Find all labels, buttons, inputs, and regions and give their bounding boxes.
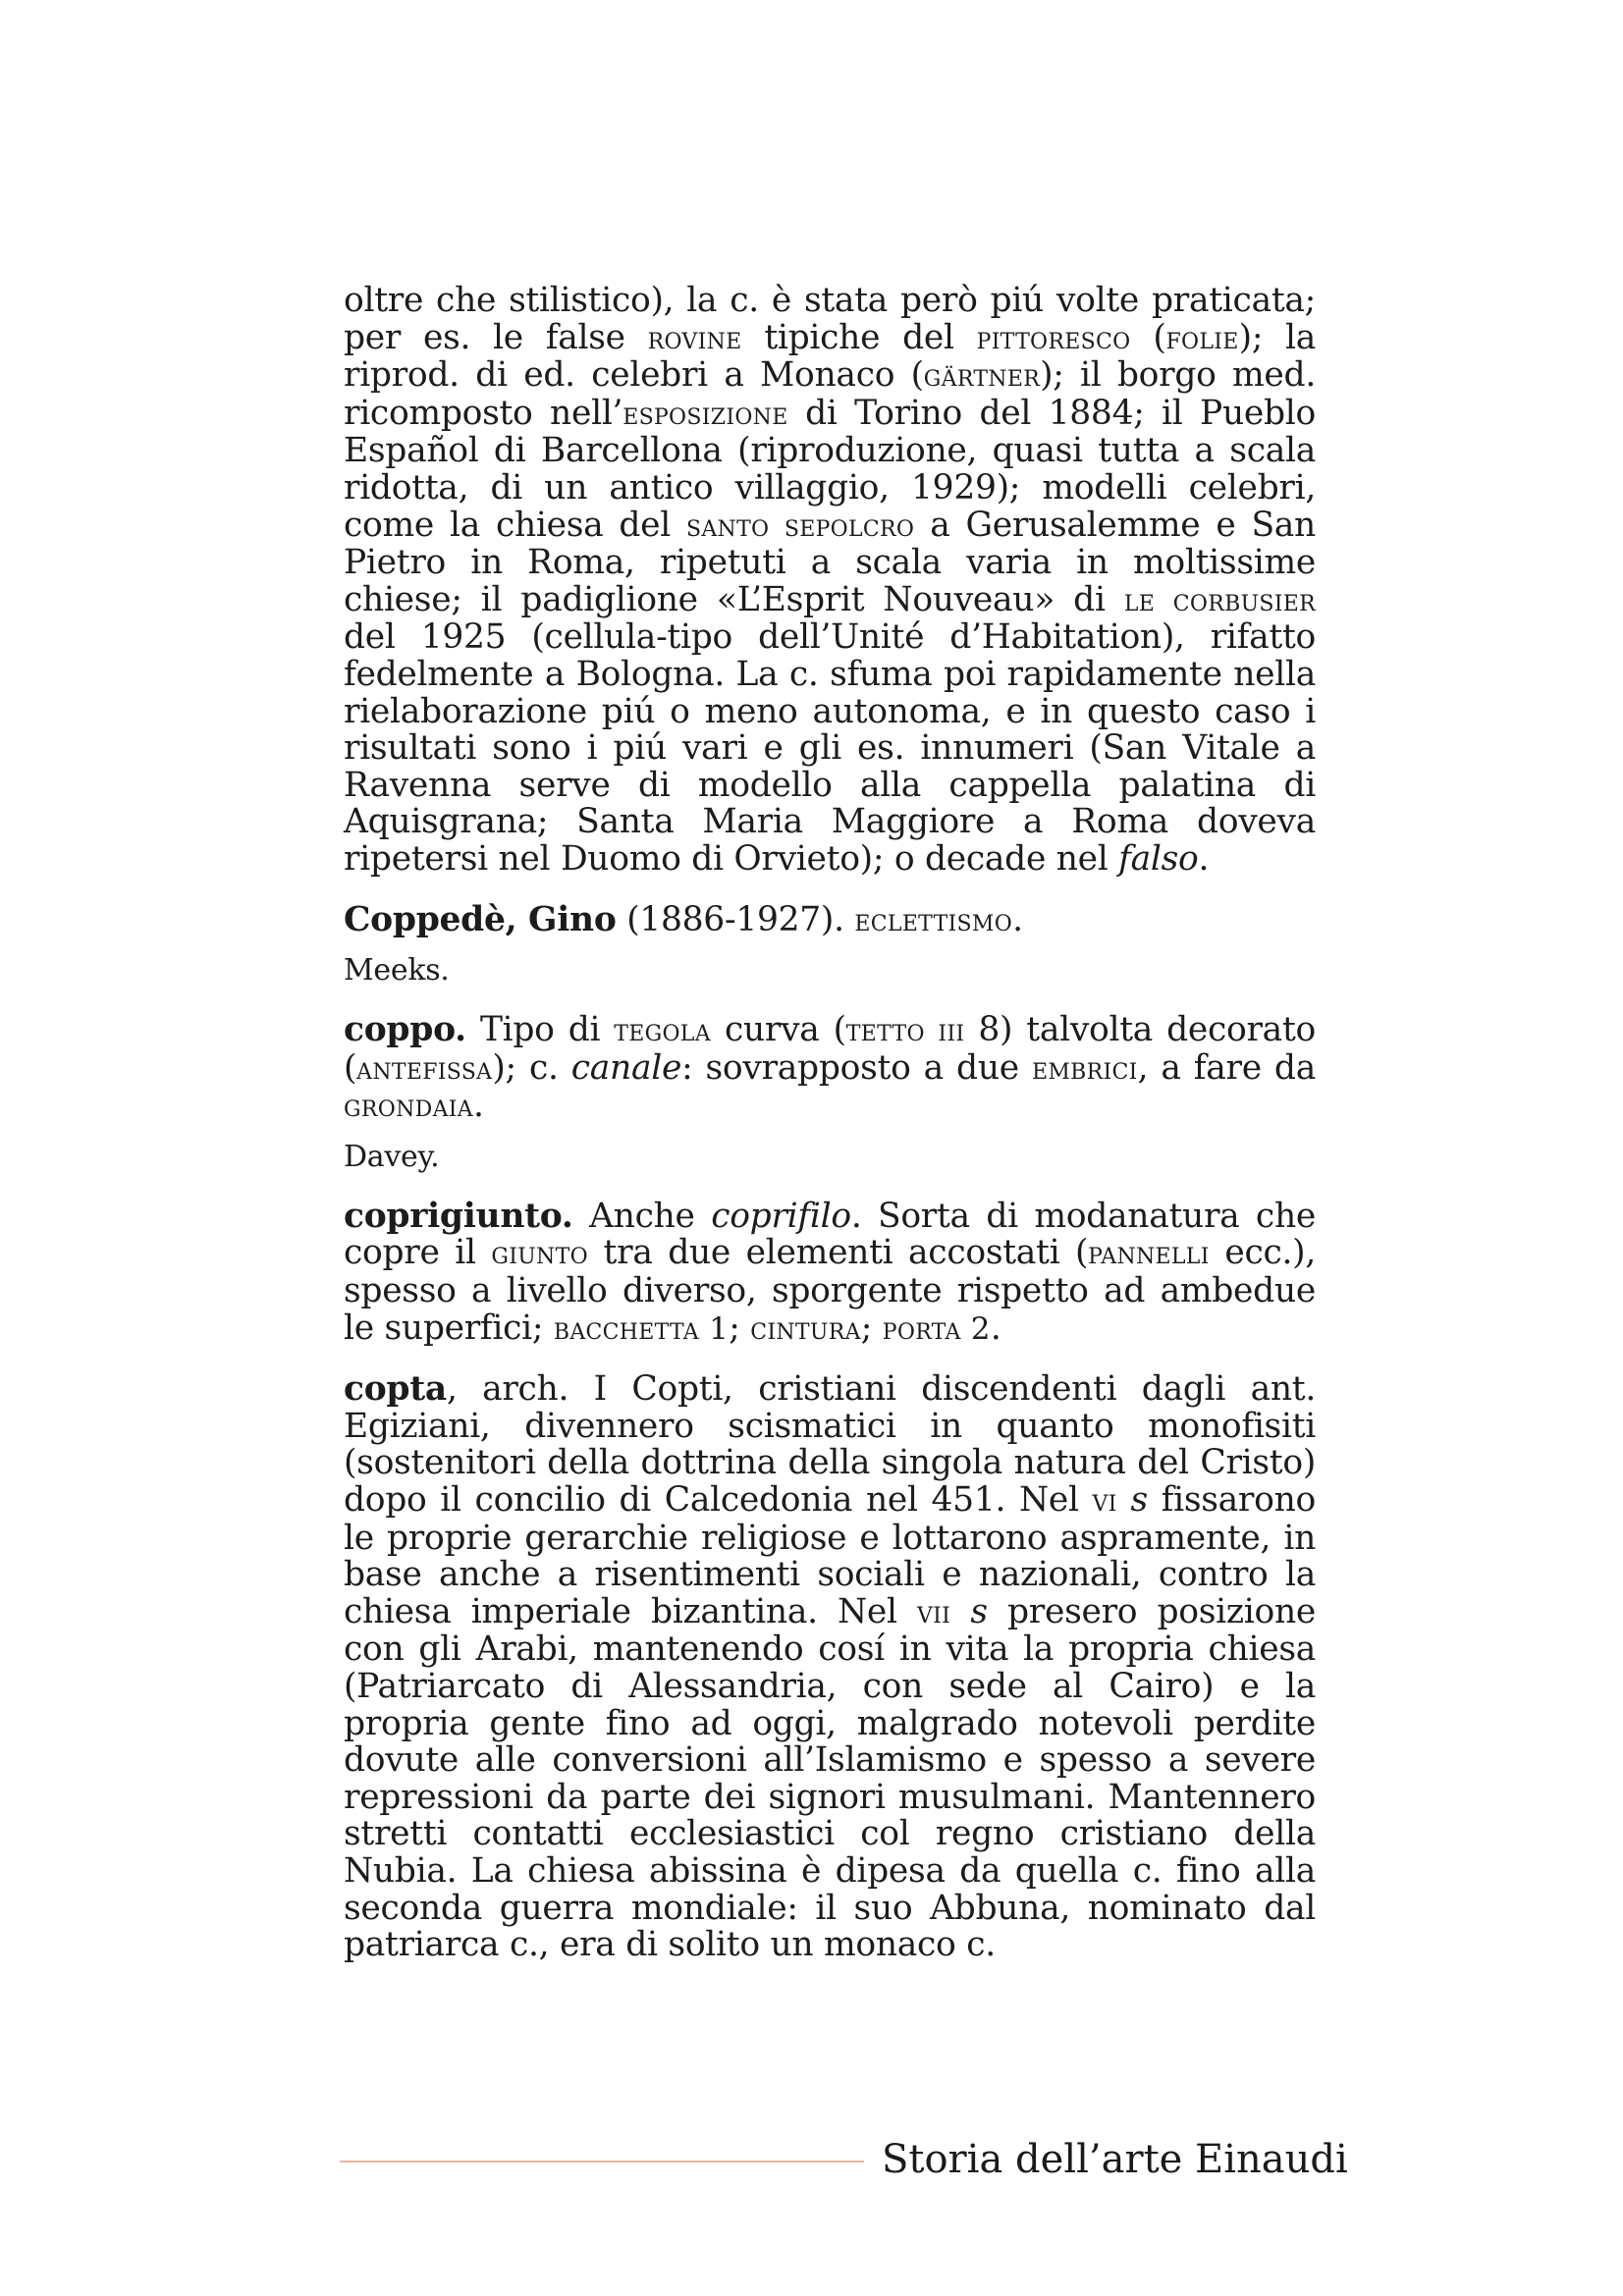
entry-text: ); c. [492, 1047, 571, 1088]
cross-reference-eclettismo[interactable]: eclettismo [854, 902, 1013, 938]
cross-reference-le-corbusier[interactable]: le corbusier [1123, 582, 1316, 618]
entry-text: , arch. I Copti, cristiani discendenti dagli ant. Egiziani, divennero scismatici in quanto monofisiti (sostenitori della dottrina della singola natura del Cristo) dopo il concilio di Calcedonia nel 451. Nel [344, 1369, 1316, 1521]
footer-rule [340, 2161, 864, 2163]
century-numeral: vii [916, 1594, 951, 1630]
entry-text: a Gerusalemme e San Pietro in Roma, ripetuti a scala varia in moltissime chiese; il padiglione «L’Esprit Nouveau» di [344, 505, 1316, 619]
entry-text: Anche [572, 1196, 712, 1236]
entry-text: (1886-1927). [616, 899, 855, 939]
entry-text: fissarono le proprie gerarchie religiose e lottarono aspramente, in base anche a risentimenti sociali e nazionali, contro la chiesa imperiale bizantina. Nel [344, 1480, 1316, 1631]
entry-text: 8) talvolta decorato ( [344, 1010, 1316, 1088]
entry-text: ( [1130, 317, 1166, 357]
cross-reference-embrici[interactable]: embrici [1031, 1050, 1138, 1087]
entry-text: tipiche del [741, 317, 977, 357]
entry-coppede [344, 899, 1316, 940]
entry-text: oltre che stilistico), la c. è stata però piú volte praticata; per es. le false [344, 281, 1316, 357]
cross-reference-gartner[interactable]: gärtner [923, 358, 1041, 395]
cross-reference-grondaia[interactable]: grondaia [344, 1089, 473, 1125]
italic-term: falso [1118, 838, 1199, 879]
entry-text: presero posizione con gli Arabi, mantenendo cosí in vita la propria chiesa (Patriarcato di Alessandria, con sede al Cairo) e la propria gente fino ad oggi, malgrado notevoli perdite dovute alle conversioni all’Islamismo e spesso a severe repressioni da parte dei signori musulmani. Mantennero stretti contatti ecclesiastici col regno cristiano della Nubia. La chiesa abissina è dipesa da quella c. fino alla seconda guerra mondiale: il suo Abbuna, nominato dal patriarca c., era di solito un monaco c. [344, 1591, 1317, 1965]
cross-reference-folie[interactable]: folie [1165, 320, 1239, 356]
italic-term: s [970, 1591, 988, 1631]
footer-title: Storia dell’arte Einaudi [882, 2137, 1348, 2182]
entry-headword: coppo. [344, 1010, 466, 1050]
entry-text: ; [729, 1308, 751, 1348]
entry-coprigiunto [344, 1196, 1317, 1348]
bibliography-coppo: Davey. [344, 1139, 440, 1174]
entry-text: . [1198, 838, 1210, 879]
entry-text: ecc.), spesso a livello diverso, sporgente rispetto ad ambedue le superfici; [344, 1233, 1317, 1348]
cross-reference-bacchetta[interactable]: bacchetta 1 [553, 1310, 730, 1347]
entry-text: tra due elementi accostati ( [587, 1233, 1089, 1273]
entry-headword: coprigiunto. [344, 1196, 573, 1236]
cross-reference-tegola[interactable]: tegola [614, 1013, 711, 1049]
bibliography-coppede: Meeks. [344, 953, 450, 988]
italic-term: s [1130, 1480, 1148, 1521]
entry-copia-continuation [344, 283, 1316, 879]
cross-reference-pannelli[interactable]: pannelli [1088, 1236, 1210, 1272]
cross-reference-antefissa[interactable]: antefissa [356, 1050, 493, 1087]
entry-text: del 1925 (cellula-tipo dell’Unité d’Habitation), rifatto fedelmente a Bologna. La c. sfuma poi rapidamente nella rielaborazione piú o meno autonoma, e in questo caso i risultati sono i piú vari e gli es. innumeri (San Vitale a Ravenna serve di modello alla cappella palatina di Aquisgrana; Santa Maria Maggiore a Roma doveva ripetersi nel Duomo di Orvieto); o decade nel [344, 617, 1316, 879]
cross-reference-pittoresco[interactable]: pittoresco [976, 320, 1131, 356]
cross-reference-cintura[interactable]: cintura [750, 1310, 861, 1347]
entry-text: Tipo di [465, 1010, 615, 1050]
cross-reference-tetto[interactable]: tetto iii [845, 1013, 965, 1049]
entry-text: ; [860, 1308, 883, 1348]
century-numeral: vi [1092, 1483, 1117, 1520]
cross-reference-rovine[interactable]: rovine [647, 320, 742, 356]
entry-headword: copta [344, 1369, 447, 1410]
italic-term: canale [570, 1047, 682, 1088]
page-body [344, 283, 1316, 1964]
entry-coppo [344, 1012, 1316, 1126]
entry-text: , a fare da [1137, 1047, 1316, 1088]
cross-reference-esposizione[interactable]: esposizione [622, 396, 788, 432]
cross-reference-santo-sepolcro[interactable]: santo sepolcro [685, 507, 915, 544]
entry-text: . [472, 1086, 484, 1126]
entry-text: : sovrapposto a due [681, 1047, 1032, 1088]
cross-reference-porta[interactable]: porta 2 [882, 1310, 991, 1347]
entry-text: ); il borgo med. ricomposto nell’ [344, 355, 1316, 433]
italic-term: coprifilo [711, 1196, 851, 1236]
entry-text: ); la riprod. di ed. celebri a Monaco ( [344, 317, 1317, 396]
entry-text: . [990, 1308, 1001, 1348]
entry-text [1117, 1480, 1131, 1520]
entry-text: curva ( [710, 1010, 846, 1050]
entry-headword: Coppedè, Gino [344, 899, 617, 939]
entry-text [950, 1592, 970, 1631]
entry-text: di Torino del 1884; il Pueblo Español di Barcellona (riproduzione, quasi tutta a scala ridotta, di un antico villaggio, 1929); modelli celebri, come la chiesa del [344, 393, 1316, 545]
entry-text: . [1012, 899, 1023, 939]
entry-text: . Sorta di modanatura che copre il [344, 1196, 1316, 1273]
entry-copta [344, 1371, 1316, 1964]
cross-reference-giunto[interactable]: giunto [491, 1236, 588, 1272]
